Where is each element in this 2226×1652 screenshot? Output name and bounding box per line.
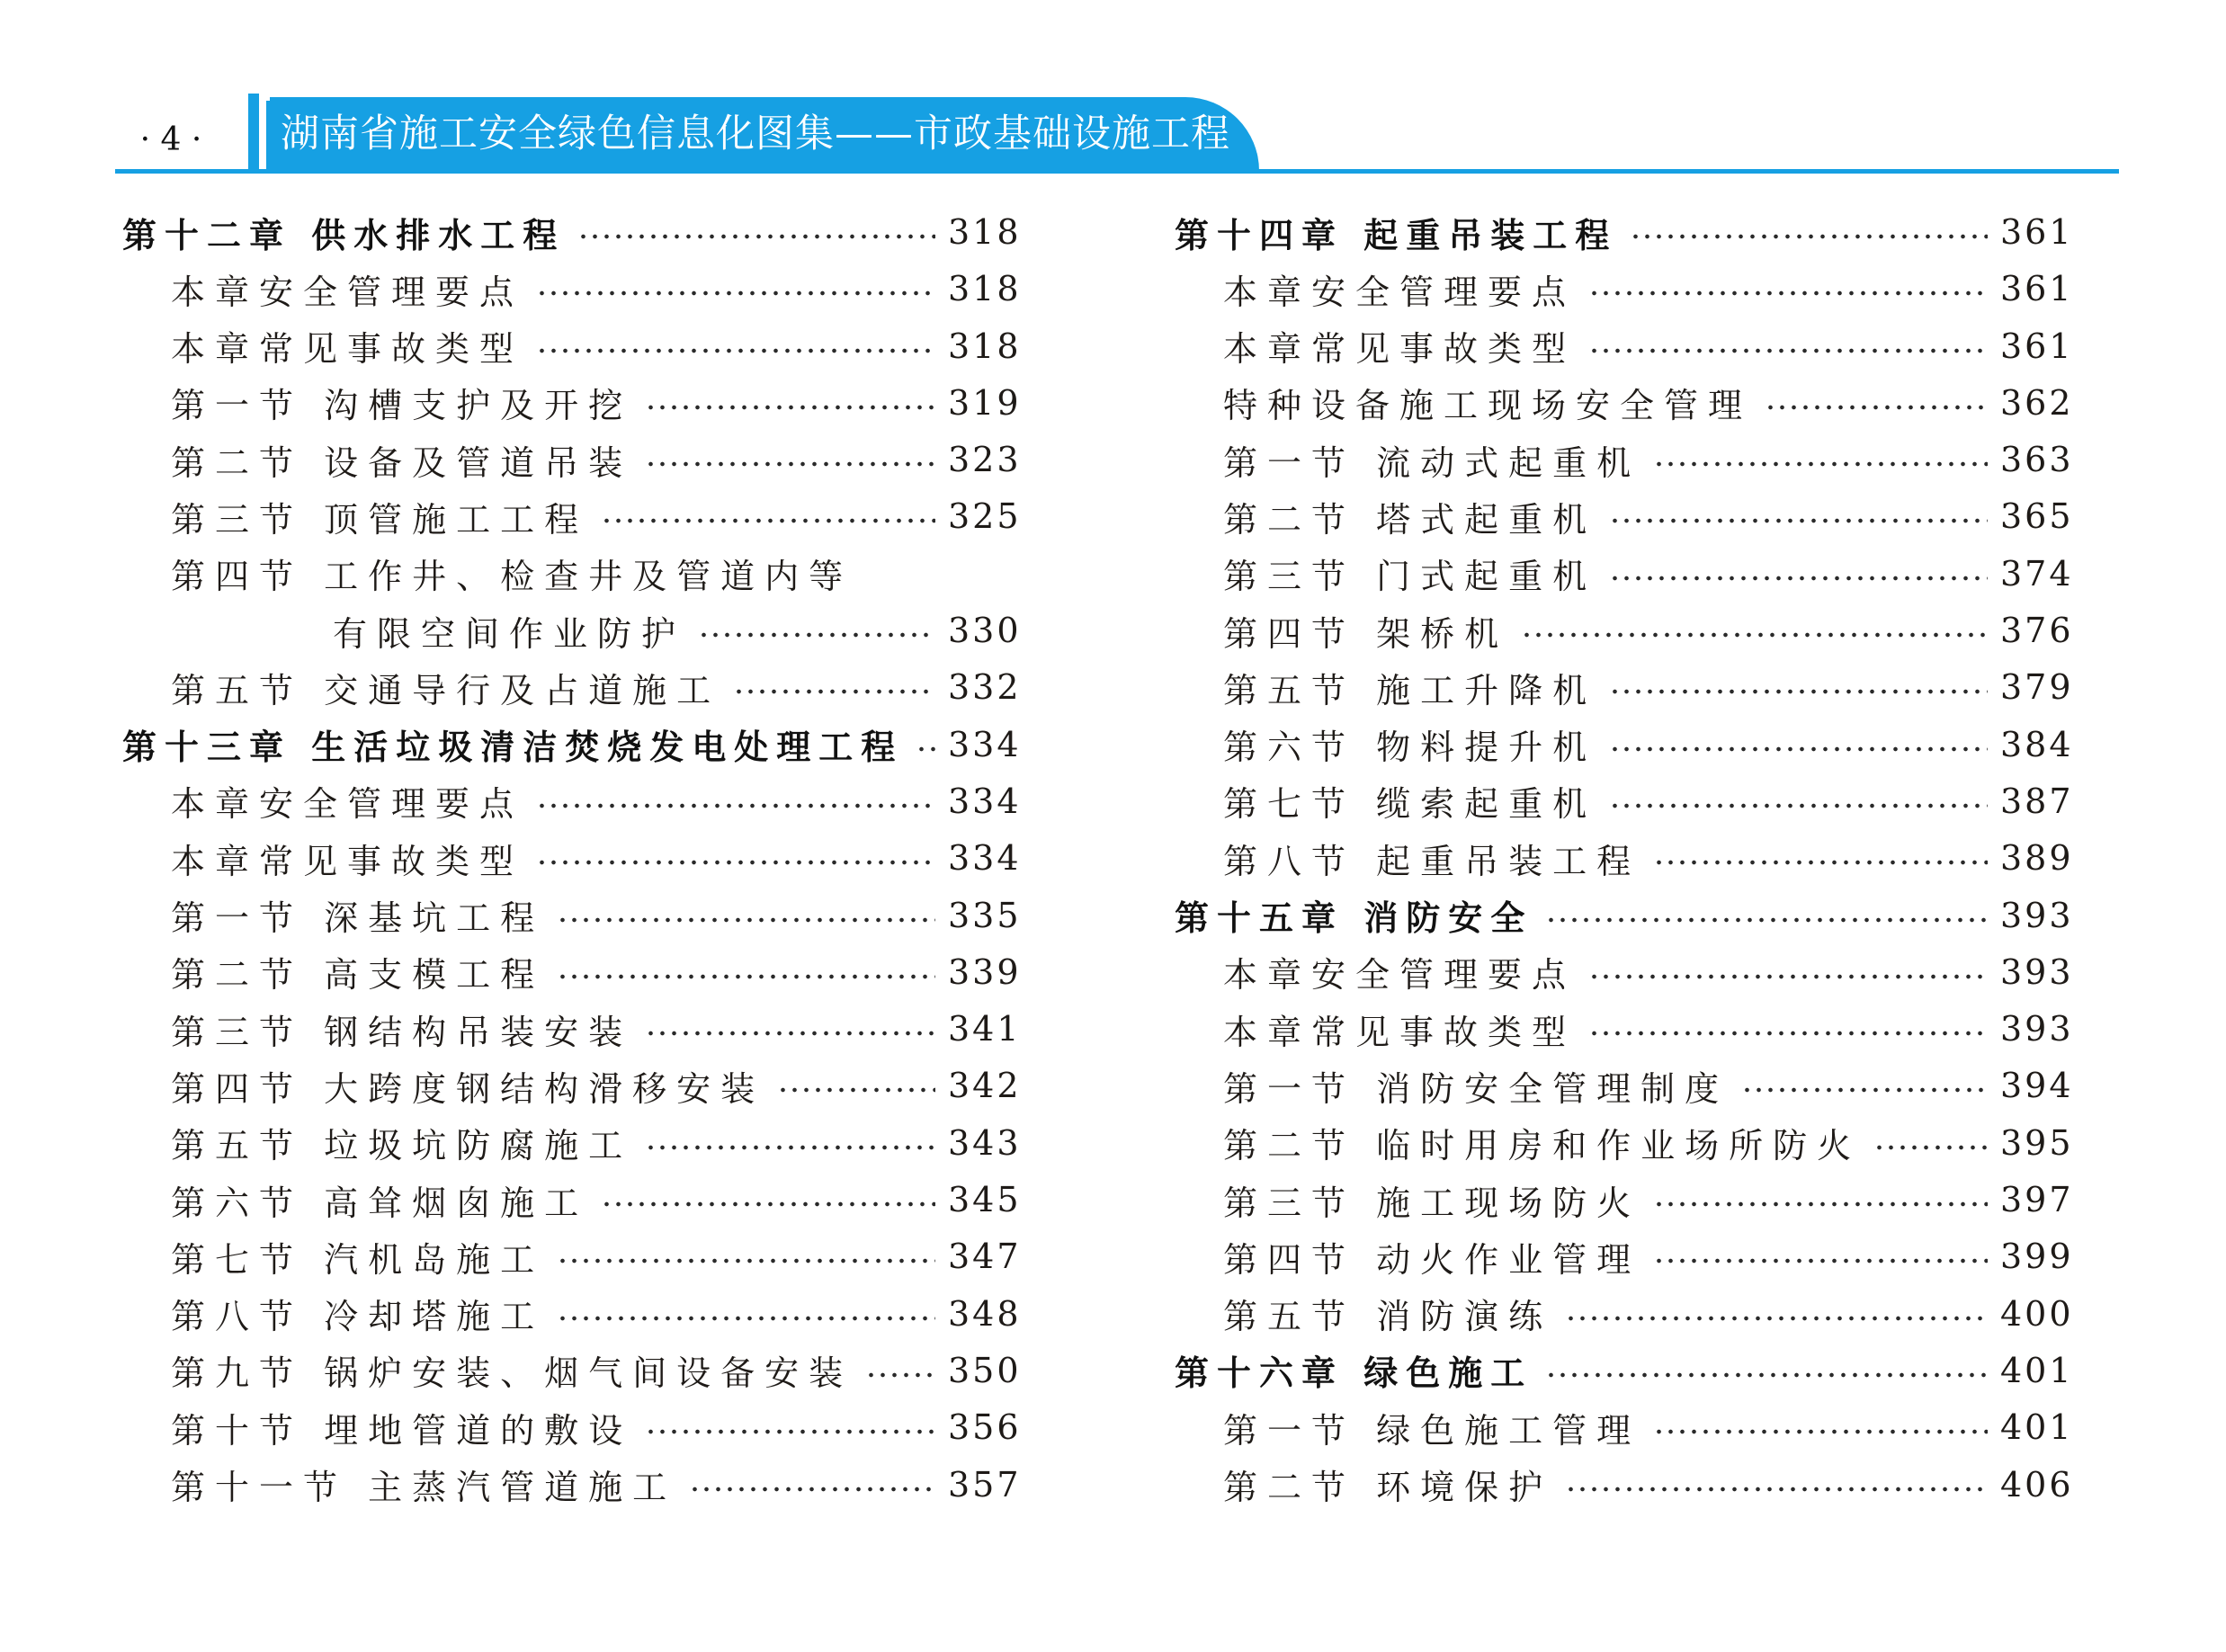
dot-leader <box>777 1085 935 1095</box>
toc-row <box>1169 772 2072 829</box>
toc-page-number: 347 <box>948 1237 1022 1277</box>
toc-entry-title: 第四节 架桥机 <box>1223 613 1509 654</box>
toc-page-number: 345 <box>948 1180 1022 1220</box>
dot-leader <box>1653 459 1988 469</box>
toc-row <box>1169 1342 2072 1398</box>
toc-entry-title: 第十二章 供水排水工程 <box>122 215 566 255</box>
toc-row <box>117 260 1020 317</box>
dot-leader <box>645 1426 935 1437</box>
toc-entry-title: 第十四章 起重吊装工程 <box>1175 215 1618 255</box>
toc-section-entry[interactable] <box>171 263 1020 314</box>
toc-entry-title: 本章安全管理要点 <box>171 272 524 312</box>
toc-section-entry[interactable] <box>171 1289 1020 1339</box>
toc-page-number: 361 <box>2000 326 2074 366</box>
toc-page-number: 343 <box>948 1122 1022 1163</box>
dot-leader <box>1565 1484 1988 1495</box>
dot-leader <box>1873 1142 1988 1153</box>
toc-page-number: 325 <box>948 496 1022 537</box>
toc-row <box>1169 829 2072 886</box>
toc-row <box>1169 1171 2072 1228</box>
toc-row <box>117 772 1020 829</box>
toc-section-entry[interactable] <box>171 549 1020 599</box>
toc-page-number: 342 <box>948 1066 1022 1106</box>
toc-section-entry[interactable] <box>171 1004 1020 1054</box>
toc-page-number: 330 <box>948 611 1022 651</box>
toc-row <box>1169 260 2072 317</box>
toc-page-number: 332 <box>948 667 1022 708</box>
toc-row <box>117 1342 1020 1398</box>
toc-entry-title: 第十一节 主蒸汽管道施工 <box>171 1468 677 1508</box>
toc-row <box>1169 1057 2072 1113</box>
dot-leader <box>557 915 935 925</box>
toc-entry-title: 第二节 高支模工程 <box>171 955 545 996</box>
toc-row <box>117 1057 1020 1113</box>
toc-chapter-entry[interactable] <box>1175 1345 2072 1396</box>
toc-entry-title: 第五节 消防演练 <box>1223 1297 1553 1337</box>
toc-entry-title: 第五节 施工升降机 <box>1223 670 1597 710</box>
dot-leader <box>1609 686 1988 697</box>
toc-row <box>117 1000 1020 1057</box>
toc-entry-title: 第二节 临时用房和作业场所防火 <box>1223 1126 1862 1166</box>
toc-section-entry[interactable] <box>171 1402 1020 1452</box>
toc-section-entry[interactable] <box>1223 1004 2072 1054</box>
toc-entry-title: 第四节 大跨度钢结构滑移安装 <box>171 1068 765 1109</box>
dot-leader <box>557 1313 935 1324</box>
dot-leader <box>557 971 935 982</box>
toc-row <box>117 487 1020 544</box>
dot-leader <box>536 800 935 811</box>
toc-entry-title: 第七节 缆索起重机 <box>1223 784 1597 825</box>
toc-entry-title: 第六节 高耸烟囱施工 <box>171 1183 589 1223</box>
toc-section-entry[interactable] <box>1223 1460 2072 1510</box>
toc-section-entry[interactable] <box>171 434 1020 485</box>
toc-page-number: 401 <box>2000 1350 2074 1390</box>
toc-row <box>1169 716 2072 772</box>
dot-leader <box>536 857 935 868</box>
dot-leader <box>645 1028 935 1039</box>
toc-page-number: 319 <box>948 382 1022 423</box>
toc-row <box>117 1114 1020 1171</box>
toc-right-column <box>1169 203 2072 1513</box>
toc-section-entry[interactable] <box>1223 1289 2072 1339</box>
toc-row <box>1169 887 2072 943</box>
toc-page-number: 362 <box>2000 382 2074 423</box>
toc-section-entry[interactable] <box>333 605 1020 656</box>
dot-leader <box>1565 1313 1988 1324</box>
toc-row <box>117 658 1020 715</box>
toc-row <box>117 1171 1020 1228</box>
toc-chapter-entry[interactable] <box>1175 890 2072 941</box>
dot-leader <box>1545 915 1988 925</box>
toc-page-number: 341 <box>948 1009 1022 1049</box>
toc-page-number: 406 <box>2000 1464 2074 1505</box>
toc-row <box>117 203 1020 260</box>
toc-section-entry[interactable] <box>171 1118 1020 1168</box>
toc-section-entry[interactable] <box>1223 378 2072 428</box>
toc-page-number: 389 <box>2000 838 2074 879</box>
dot-leader <box>689 1484 935 1495</box>
dot-leader <box>1630 231 1988 242</box>
toc-section-entry[interactable] <box>171 776 1020 826</box>
dot-leader <box>601 515 935 526</box>
toc-page-number: 335 <box>948 895 1022 935</box>
toc-page-number: 376 <box>2000 611 2074 651</box>
toc-page-number: 323 <box>948 440 1022 480</box>
toc-row <box>1169 374 2072 431</box>
toc-section-entry[interactable] <box>171 1231 1020 1281</box>
dot-leader <box>577 231 935 242</box>
toc-entry-title: 第一节 沟槽支护及开挖 <box>171 386 633 426</box>
toc-page-number: 374 <box>2000 553 2074 594</box>
dot-leader <box>1588 971 1988 982</box>
toc-entry-title: 第十六章 绿色施工 <box>1175 1353 1533 1394</box>
toc-entry-title: 第八节 起重吊装工程 <box>1223 841 1641 881</box>
toc-row <box>117 1456 1020 1513</box>
toc-page-number: 318 <box>948 269 1022 309</box>
toc-entry-title: 第九节 锅炉安装、烟气间设备安装 <box>171 1353 854 1394</box>
toc-section-entry[interactable] <box>1223 549 2072 599</box>
toc-row <box>1169 431 2072 487</box>
toc-entry-title: 第十三章 生活垃圾清洁焚烧发电处理工程 <box>122 728 904 768</box>
toc-entry-title: 第一节 深基坑工程 <box>171 898 545 939</box>
toc-entry-title: 本章常见事故类型 <box>171 841 524 881</box>
toc-page-number: 401 <box>2000 1407 2074 1448</box>
dot-leader <box>1588 1028 1988 1039</box>
toc-page-number: 365 <box>2000 496 2074 537</box>
toc-section-entry[interactable] <box>171 1060 1020 1111</box>
toc-page-number: 361 <box>2000 212 2074 252</box>
toc-page-number: 350 <box>948 1350 1022 1390</box>
toc-row <box>1169 602 2072 658</box>
toc-entry-title: 第五节 交通导行及占道施工 <box>171 670 721 710</box>
toc-section-entry[interactable] <box>171 833 1020 883</box>
dot-leader <box>1588 345 1988 356</box>
dot-leader <box>916 744 935 755</box>
toc-chapter-entry[interactable] <box>1175 207 2072 257</box>
toc-page-number: 393 <box>2000 951 2074 992</box>
dot-leader <box>536 345 935 356</box>
toc-entry-title: 第八节 冷却塔施工 <box>171 1297 545 1337</box>
toc-row <box>1169 1398 2072 1455</box>
toc-page-number: 334 <box>948 838 1022 879</box>
toc-page-number: 400 <box>2000 1293 2074 1334</box>
toc-entry-title: 第三节 钢结构吊装安装 <box>171 1012 633 1052</box>
toc-section-entry[interactable] <box>1223 1060 2072 1111</box>
toc-entry-title: 第七节 汽机岛施工 <box>171 1239 545 1280</box>
dot-leader <box>1653 1199 1988 1210</box>
dot-leader <box>1609 573 1988 584</box>
toc-chapter-entry[interactable] <box>122 719 1020 770</box>
dot-leader <box>1545 1370 1988 1380</box>
toc-section-entry[interactable] <box>171 491 1020 541</box>
dot-leader <box>645 1142 935 1153</box>
toc-row <box>1169 1228 2072 1284</box>
toc-row <box>117 1398 1020 1455</box>
toc-page-number: 399 <box>2000 1237 2074 1277</box>
toc-page-number: 357 <box>948 1464 1022 1505</box>
toc-row <box>117 431 1020 487</box>
toc-row <box>1169 1285 2072 1342</box>
toc-row <box>1169 487 2072 544</box>
dot-leader <box>698 630 935 640</box>
toc-page-number: 363 <box>2000 440 2074 480</box>
dot-leader <box>557 1255 935 1266</box>
toc-entry-title: 本章安全管理要点 <box>1223 272 1577 312</box>
dot-leader <box>645 402 935 413</box>
toc-section-entry[interactable] <box>1223 776 2072 826</box>
dot-leader <box>601 1199 935 1210</box>
toc-row <box>117 545 1020 602</box>
toc-entry-title: 本章常见事故类型 <box>1223 329 1577 370</box>
toc-chapter-entry[interactable] <box>122 207 1020 257</box>
dot-leader <box>1741 1085 1988 1095</box>
toc-page-number: 334 <box>948 781 1022 821</box>
toc-section-entry[interactable] <box>171 662 1020 712</box>
book-title: 湖南省施工安全绿色信息化图集——市政基础设施工程 <box>281 112 1230 156</box>
toc-page-number: 393 <box>2000 1009 2074 1049</box>
toc-section-entry[interactable] <box>1223 662 2072 712</box>
toc-page-number: 356 <box>948 1407 1022 1448</box>
header-bar-thick <box>248 94 259 171</box>
toc-section-entry[interactable] <box>171 890 1020 941</box>
dot-leader <box>645 459 935 469</box>
toc-entry-title: 第三节 施工现场防火 <box>1223 1183 1641 1223</box>
toc-section-entry[interactable] <box>1223 434 2072 485</box>
toc-section-entry[interactable] <box>1223 605 2072 656</box>
toc-section-entry[interactable] <box>1223 833 2072 883</box>
toc-entry-title: 本章安全管理要点 <box>171 784 524 825</box>
toc-entry-title: 第二节 设备及管道吊装 <box>171 442 633 483</box>
dot-leader <box>1653 1255 1988 1266</box>
toc-row <box>1169 658 2072 715</box>
toc-entry-title: 本章常见事故类型 <box>171 329 524 370</box>
dot-leader <box>536 288 935 299</box>
toc-entry-title: 第三节 门式起重机 <box>1223 557 1597 597</box>
toc-row <box>117 1228 1020 1284</box>
toc-entry-title: 第一节 流动式起重机 <box>1223 442 1641 483</box>
toc-entry-title: 第四节 工作井、检查井及管道内等 <box>171 557 854 597</box>
toc-page-number: 397 <box>2000 1180 2074 1220</box>
toc-section-entry[interactable] <box>171 1174 1020 1225</box>
toc-section-entry[interactable] <box>1223 1402 2072 1452</box>
toc-row <box>117 829 1020 886</box>
toc-page-number: 387 <box>2000 781 2074 821</box>
toc-page-number: 393 <box>2000 895 2074 935</box>
toc-section-entry[interactable] <box>171 947 1020 997</box>
toc-page-number: 384 <box>2000 724 2074 764</box>
toc-page-number: 339 <box>948 951 1022 992</box>
toc-row <box>1169 545 2072 602</box>
toc-row <box>117 887 1020 943</box>
toc-entry-title: 本章安全管理要点 <box>1223 955 1577 996</box>
dot-leader <box>1609 800 1988 811</box>
toc-row <box>117 374 1020 431</box>
toc-entry-title: 第十节 埋地管道的敷设 <box>171 1410 633 1451</box>
toc-entry-title: 第六节 物料提升机 <box>1223 728 1597 768</box>
toc-page-number: 379 <box>2000 667 2074 708</box>
toc-row <box>1169 1114 2072 1171</box>
toc-row <box>1169 943 2072 1000</box>
toc-section-entry[interactable] <box>1223 1174 2072 1225</box>
dot-leader <box>1653 1426 1988 1437</box>
dot-leader <box>1588 288 1988 299</box>
toc-section-entry[interactable] <box>1223 321 2072 371</box>
toc-section-entry[interactable] <box>171 378 1020 428</box>
toc-section-entry[interactable] <box>1223 1231 2072 1281</box>
toc-page-number: 334 <box>948 724 1022 764</box>
toc-page-number: 361 <box>2000 269 2074 309</box>
toc-section-entry[interactable] <box>171 1345 1020 1396</box>
dot-leader <box>1609 744 1988 755</box>
toc-entry-title: 第十五章 消防安全 <box>1175 898 1533 939</box>
toc-section-entry[interactable] <box>1223 719 2072 770</box>
toc-entry-title: 第一节 消防安全管理制度 <box>1223 1068 1730 1109</box>
toc-row <box>1169 1456 2072 1513</box>
toc-section-entry[interactable] <box>1223 263 2072 314</box>
toc-section-entry[interactable] <box>1223 1118 2072 1168</box>
toc-page-number: 318 <box>948 326 1022 366</box>
toc-entry-title: 本章常见事故类型 <box>1223 1012 1577 1052</box>
toc-row <box>1169 317 2072 374</box>
toc-page-number: 348 <box>948 1293 1022 1334</box>
toc-section-entry[interactable] <box>1223 491 2072 541</box>
toc-entry-title: 第一节 绿色施工管理 <box>1223 1410 1641 1451</box>
dot-leader <box>865 1370 935 1380</box>
toc-entry-title: 特种设备施工现场安全管理 <box>1223 386 1753 426</box>
toc-section-entry[interactable] <box>171 321 1020 371</box>
dot-leader <box>1653 857 1988 868</box>
toc-left-column <box>117 203 1020 1513</box>
toc-entry-title: 第二节 环境保护 <box>1223 1468 1553 1508</box>
toc-row <box>117 716 1020 772</box>
toc-row <box>1169 1000 2072 1057</box>
toc-entry-title: 第二节 塔式起重机 <box>1223 499 1597 540</box>
toc-page-number: 395 <box>2000 1122 2074 1163</box>
dot-leader <box>1609 515 1988 526</box>
page-number: · 4 · <box>139 121 202 158</box>
toc-entry-title: 第四节 动火作业管理 <box>1223 1239 1641 1280</box>
toc-section-entry[interactable] <box>171 1460 1020 1510</box>
toc-entry-title: 第三节 顶管施工工程 <box>171 499 589 540</box>
toc-section-entry[interactable] <box>1223 947 2072 997</box>
toc-entry-title: 第五节 垃圾坑防腐施工 <box>171 1126 633 1166</box>
toc-page-number: 318 <box>948 212 1022 252</box>
toc-row <box>117 602 1020 658</box>
toc-entry-title: 有限空间作业防护 <box>333 613 686 654</box>
toc-row <box>117 317 1020 374</box>
dot-leader <box>1521 630 1988 640</box>
dot-leader <box>1765 402 1988 413</box>
toc-page-number: 394 <box>2000 1066 2074 1106</box>
dot-leader <box>733 686 935 697</box>
toc-row <box>117 1285 1020 1342</box>
header-rule <box>115 169 2119 174</box>
toc-row <box>1169 203 2072 260</box>
toc-row <box>117 943 1020 1000</box>
